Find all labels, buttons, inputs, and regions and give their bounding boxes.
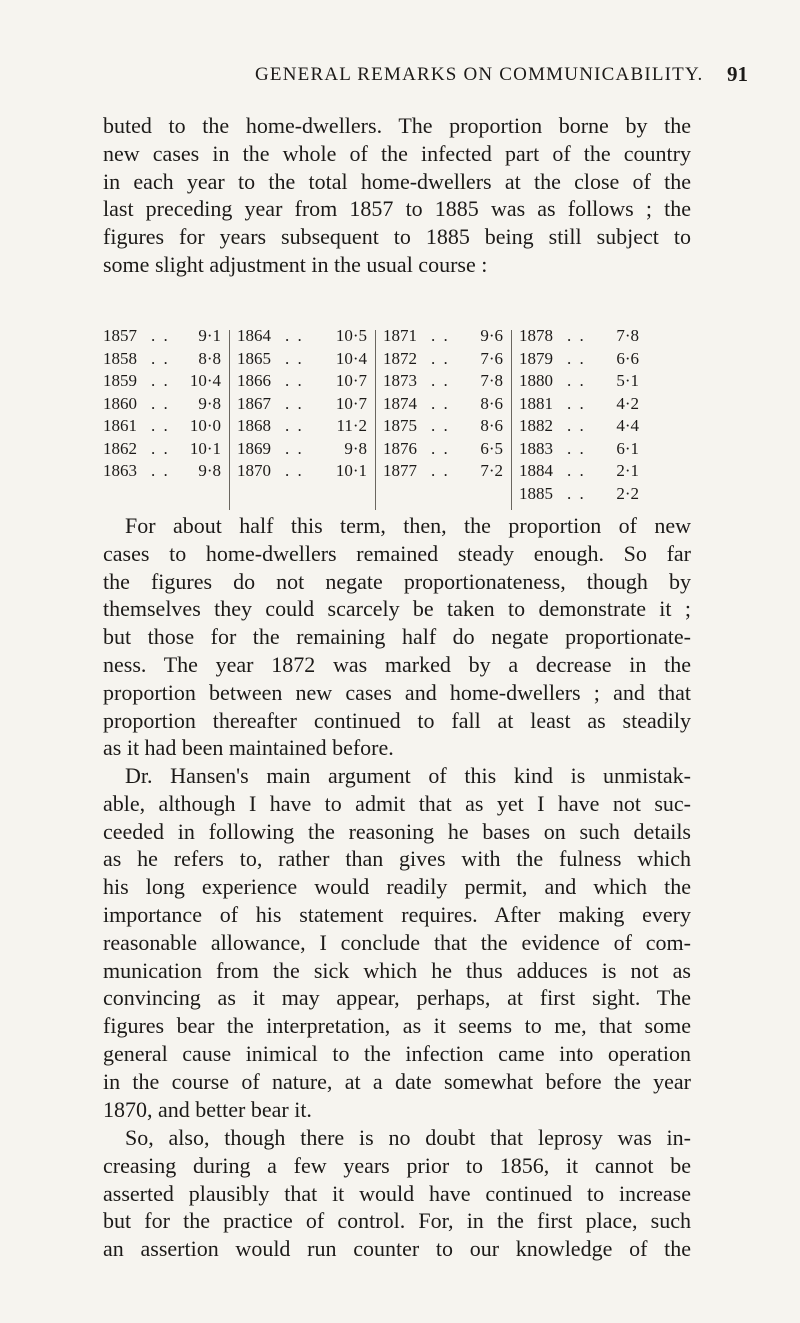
column-divider (229, 330, 230, 510)
table-row: 1884 . . 2·1 (519, 461, 639, 480)
page-number: 91 (727, 62, 748, 86)
text-line: 1870, and better bear it. (103, 1096, 312, 1122)
text-line: So, also, though there is no doubt that leprosy was in- (125, 1125, 691, 1150)
text-line: new cases in the whole of the infected part of the country (103, 140, 691, 166)
table-row: 1865 . . 10·4 (237, 348, 367, 368)
text-line: asserted plausibly that it would have continued to increase (103, 1180, 691, 1206)
table-row: 1859 . . 10·4 (103, 371, 221, 390)
table-column-1 (103, 326, 221, 511)
table-row: 1868 . . 11·2 (237, 416, 367, 435)
text-line: but for the practice of control. For, in the first place, such (103, 1208, 691, 1234)
table-row: 1881 . . 4·2 (519, 393, 639, 413)
text-line: figures for years subsequent to 1885 being still subject to (103, 224, 691, 250)
text-line: convincing as it may appear, perhaps, at first sight. The (103, 985, 691, 1011)
text-line: but those for the remaining half do negate proportionate- (103, 624, 691, 650)
text-line: as it had been maintained before. (103, 735, 394, 761)
table-row: 1867 . . 10·7 (237, 393, 367, 413)
text-line: the figures do not negate proportionateness, though by (103, 568, 691, 594)
column-divider (375, 330, 376, 510)
table-row: 1880 . . 5·1 (519, 371, 639, 390)
table-row: 1876 . . 6·5 (383, 438, 503, 458)
text-line: ceeded in following the reasoning he bases on such details (103, 818, 691, 844)
table-row: 1862 . . 10·1 (103, 438, 221, 458)
table-row: 1857 . . 9·1 (103, 326, 221, 345)
paragraph-3 (103, 762, 691, 1123)
text-line: able, although I have to admit that as yet I have not suc- (103, 790, 691, 816)
text-line: his long experience would readily permit, and which the (103, 874, 691, 900)
text-line: in the course of nature, at a date somewhat before the year (103, 1068, 691, 1094)
table-row: 1883 . . 6·1 (519, 438, 639, 458)
text-line: creasing during a few years prior to 1856, it cannot be (103, 1152, 691, 1178)
text-line: figures bear the interpretation, as it seems to me, that some (103, 1013, 691, 1039)
paragraph-1 (103, 112, 691, 279)
text-line: as he refers to, rather than gives with the fulness which (103, 846, 691, 872)
table-row: 1860 . . 9·8 (103, 393, 221, 413)
table-row: 1873 . . 7·8 (383, 371, 503, 390)
text-line: reasonable allowance, I conclude that the evidence of com- (103, 929, 691, 955)
table-row: 1872 . . 7·6 (383, 348, 503, 368)
paragraph-2 (103, 512, 691, 762)
running-title: GENERAL REMARKS ON COMMUNICABILITY. (255, 64, 704, 85)
table-row: 1875 . . 8·6 (383, 416, 503, 435)
text-line: in each year to the total home-dwellers at the close of the (103, 168, 691, 194)
table-row: 1863 . . 9·8 (103, 461, 221, 480)
table-row: 1861 . . 10·0 (103, 416, 221, 435)
table-row: 1866 . . 10·7 (237, 371, 367, 390)
text-line: themselves they could scarcely be taken to demonstrate it ; (103, 596, 691, 622)
table-row: 1870 . . 10·1 (237, 461, 367, 480)
text-line: some slight adjustment in the usual course : (103, 251, 488, 277)
table-row: 1885 . . 2·2 (519, 483, 639, 503)
table-row: 1877 . . 7·2 (383, 461, 503, 480)
table-row: 1869 . . 9·8 (237, 438, 367, 458)
text-line: munication from the sick which he thus adduces is not as (103, 957, 691, 983)
text-line: proportion thereafter continued to fall at least as steadily (103, 707, 691, 733)
text-line: buted to the home-dwellers. The proportion borne by the (103, 113, 691, 138)
text-line: general cause inimical to the infection came into operation (103, 1040, 691, 1066)
table-row: 1874 . . 8·6 (383, 393, 503, 413)
text-line: an assertion would run counter to our knowledge of the (103, 1236, 691, 1262)
proportion-table (103, 326, 695, 511)
table-row: 1879 . . 6·6 (519, 348, 639, 368)
column-divider (511, 330, 512, 510)
text-line: For about half this term, then, the proportion of new (125, 513, 691, 538)
text-line: importance of his statement requires. After making every (103, 901, 691, 927)
text-line: cases to home-dwellers remained steady enough. So far (103, 540, 691, 566)
page-header (0, 62, 800, 92)
table-column-3 (383, 326, 503, 511)
text-line: last preceding year from 1857 to 1885 was as follows ; the (103, 196, 691, 222)
text-line: Dr. Hansen's main argument of this kind is unmistak- (125, 763, 691, 788)
table-row: 1864 . . 10·5 (237, 326, 367, 345)
table-row: 1871 . . 9·6 (383, 326, 503, 345)
table-column-4 (519, 326, 639, 511)
text-line: proportion between new cases and home-dwellers ; and that (103, 679, 691, 705)
text-line: ness. The year 1872 was marked by a decrease in the (103, 651, 691, 677)
table-row: 1858 . . 8·8 (103, 348, 221, 368)
paragraph-4 (103, 1124, 691, 1263)
table-row: 1878 . . 7·8 (519, 326, 639, 345)
table-column-2 (237, 326, 367, 511)
table-row: 1882 . . 4·4 (519, 416, 639, 435)
